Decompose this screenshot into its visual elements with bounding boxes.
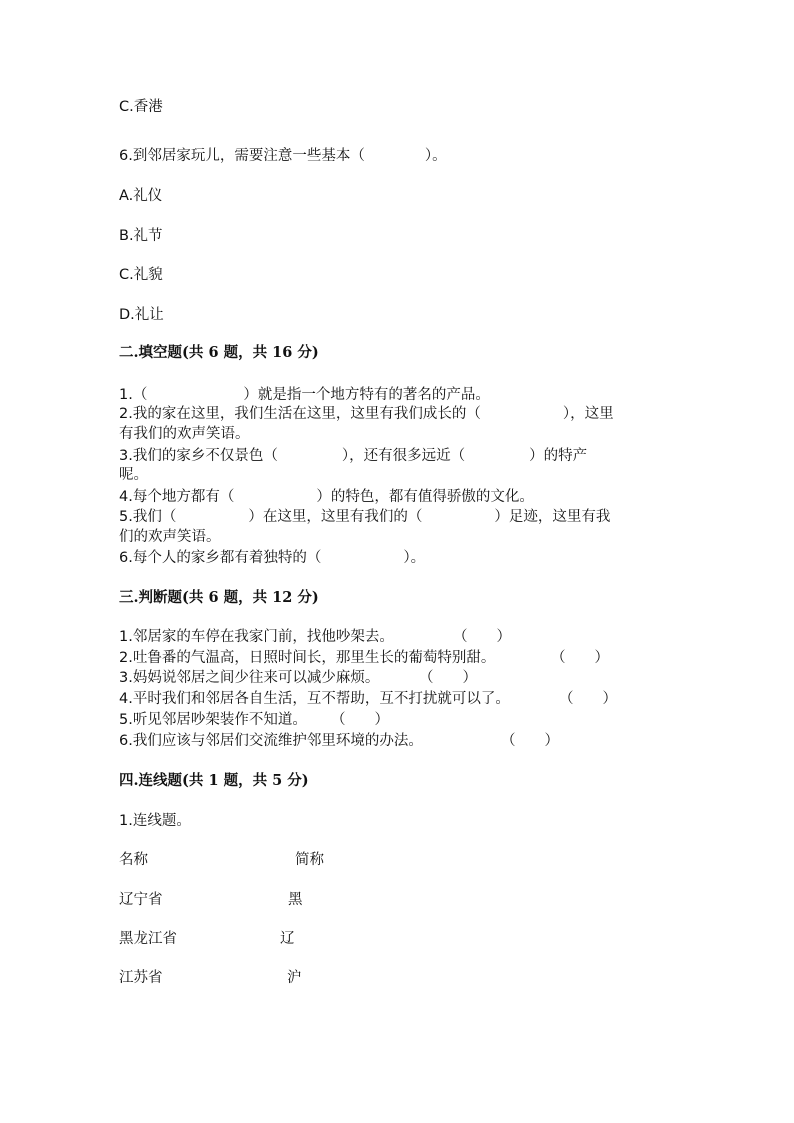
q6-stem [119, 146, 447, 166]
judge-item-2-text: 2.吐鲁番的气温高，日照时间长，那里生长的葡萄特别甜。 [119, 650, 496, 666]
judge-item-6-paren: （ ） [501, 733, 559, 749]
fill-item-5-start: 5.我们（ [119, 509, 177, 525]
judge-item-4-paren: （ ） [559, 691, 617, 707]
fill-item-2-start: 2.我的家在这里，我们生活在这里，这里有我们成长的（ [119, 406, 481, 422]
judge-item-2 [119, 648, 495, 668]
fill-item-1 [119, 385, 490, 405]
judge-item-5-text: 5.听见邻居吵架装作不知道。 [119, 712, 307, 728]
fill-item-3-start: 3.我们的家乡不仅景色（ [119, 448, 278, 464]
judge-item-3-text: 3.妈妈说邻居之间少往来可以减少麻烦。 [119, 670, 380, 686]
matching-header-right: 简称 [295, 852, 324, 868]
fill-item-3-cont: 呢。 [119, 467, 148, 483]
section4-title: 四.连线题(共 1 题，共 5 分) [119, 772, 309, 789]
fill-item-4-start: 4.每个地方都有（ [119, 489, 235, 505]
q6-stem-before: 6.到邻居家玩儿，需要注意一些基本（ [119, 148, 365, 164]
judge-item-1 [119, 627, 394, 647]
fill-item-1-start: 1.（ [119, 387, 148, 403]
fill-item-6-start: 6.每个人的家乡都有着独特的（ [119, 550, 322, 566]
judge-item-1-paren: （ ） [453, 629, 511, 645]
fill-item-5-mid: ）在这里，这里有我们的（ [248, 509, 423, 525]
section3-title: 三.判断题(共 6 题，共 12 分) [119, 589, 319, 606]
matching-left-2: 黑龙江省 [119, 931, 177, 947]
matching-right-3: 沪 [287, 970, 302, 986]
fill-item-2-cont: 有我们的欢声笑语。 [119, 426, 250, 442]
matching-question: 1.连线题。 [119, 813, 191, 829]
q6-option-c: C.礼貌 [119, 267, 163, 283]
judge-item-1-text: 1.邻居家的车停在我家门前，找他吵架去。 [119, 629, 394, 645]
fill-item-5-cont: 们的欢声笑语。 [119, 529, 221, 545]
q6-option-b: B.礼节 [119, 228, 163, 244]
judge-item-5-paren: （ ） [331, 712, 389, 728]
matching-left-1: 辽宁省 [119, 892, 163, 908]
fill-item-6-end: ）。 [403, 550, 426, 566]
matching-right-1: 黑 [288, 892, 303, 908]
judge-item-5 [119, 710, 307, 730]
judge-item-3 [119, 668, 379, 688]
fill-item-4-end: ）的特色，都有值得骄傲的文化。 [316, 489, 534, 505]
q6-stem-after: ）。 [424, 148, 447, 164]
judge-item-4 [119, 689, 510, 709]
fill-item-1-end: ）就是指一个地方特有的著名的产品。 [243, 387, 490, 403]
judge-item-3-paren: （ ） [419, 670, 477, 686]
matching-right-2: 辽 [280, 931, 295, 947]
q6-option-a: A.礼仪 [119, 188, 163, 204]
judge-item-6 [119, 731, 423, 751]
fill-item-2 [119, 404, 614, 424]
fill-item-5 [119, 507, 610, 527]
fill-item-3-mid: ），还有很多远近（ [341, 448, 466, 464]
judge-item-2-paren: （ ） [551, 650, 609, 666]
judge-item-6-text: 6.我们应该与邻居们交流维护邻里环境的办法。 [119, 733, 423, 749]
fill-item-4 [119, 487, 534, 507]
matching-left-3: 江苏省 [119, 970, 163, 986]
fill-item-3 [119, 446, 587, 466]
matching-header-left: 名称 [119, 852, 148, 868]
section2-title: 二.填空题(共 6 题，共 16 分) [119, 344, 319, 361]
judge-item-4-text: 4.平时我们和邻居各自生活，互不帮助，互不打扰就可以了。 [119, 691, 510, 707]
q5-option-c: C.香港 [119, 99, 163, 115]
fill-item-3-end: ）的特产 [529, 448, 588, 464]
q6-option-d: D.礼让 [119, 307, 164, 323]
fill-item-2-end: ），这里 [562, 406, 614, 422]
fill-item-5-end: ）足迹，这里有我 [494, 509, 611, 525]
fill-item-6 [119, 548, 425, 568]
